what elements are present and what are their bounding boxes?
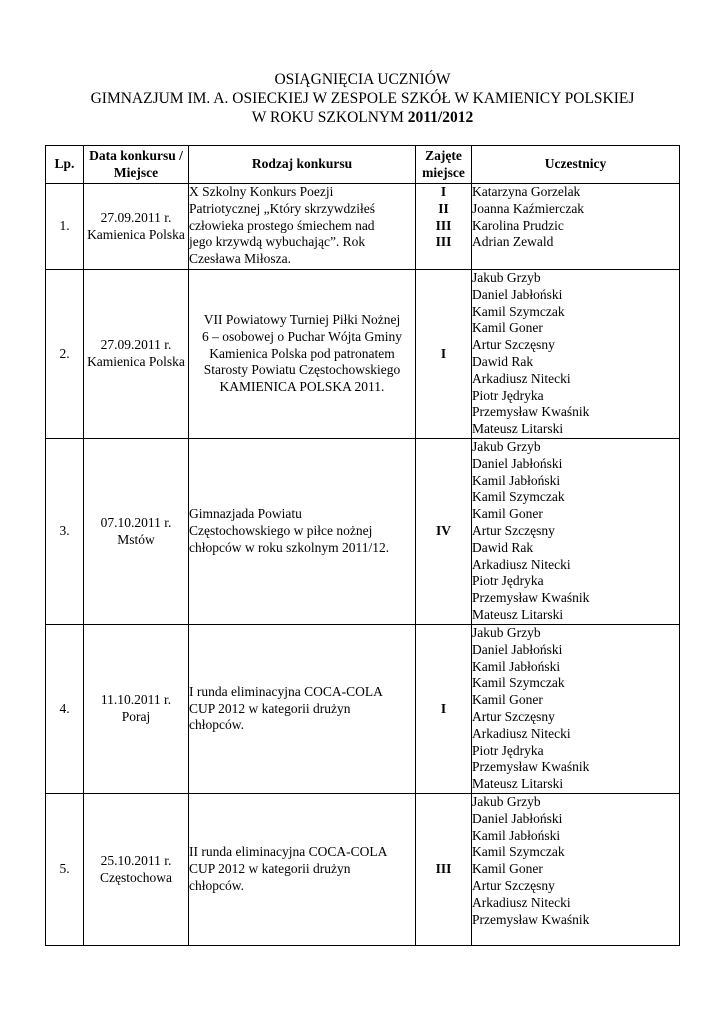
place-value: III — [435, 861, 452, 877]
place-value: II — [438, 200, 449, 216]
col-header-place — [416, 146, 472, 184]
contest-location: Poraj — [121, 709, 151, 724]
participants-list — [472, 625, 680, 794]
table-row — [46, 794, 680, 946]
contest-type-line: II runda eliminacyjna COCA-COLA — [189, 844, 388, 860]
place-value: III — [435, 217, 452, 233]
contest-location: Kamienica Polska — [87, 354, 185, 369]
contest-date-location — [84, 794, 189, 946]
col-header-lp: Lp. — [46, 146, 84, 184]
participant-name: Kamil Goner — [472, 861, 543, 877]
participant-name: Kamil Goner — [472, 506, 543, 522]
contest-date: 11.10.2011 r. — [100, 692, 172, 708]
school-year-value: 2011/2012 — [407, 109, 474, 126]
participant-name: Daniel Jabłoński — [472, 641, 563, 657]
participant-name: Kamil Jabłoński — [472, 472, 561, 488]
place-taken — [416, 439, 472, 625]
contest-type-line: chłopców. — [189, 717, 244, 733]
row-number: 1. — [46, 184, 84, 270]
participant-name: Piotr Jędryka — [472, 387, 544, 403]
col-header-place-line2: miejsce — [422, 164, 465, 180]
table-row — [46, 270, 680, 439]
place-taken — [416, 794, 472, 946]
participant-name: Mateusz Litarski — [472, 776, 564, 792]
col-header-kind: Rodzaj konkursu — [189, 146, 416, 184]
table-header-row — [46, 146, 680, 184]
col-header-date-line2: Miejsce — [113, 164, 159, 180]
place-taken — [416, 625, 472, 794]
participant-name: Katarzyna Gorzelak — [472, 184, 581, 199]
participant-name: Artur Szczęsny — [472, 877, 555, 893]
contest-date: 07.10.2011 r. — [100, 514, 172, 530]
col-header-place-line1: Zajęte — [425, 147, 462, 163]
contest-type-line: 6 – osobowej o Puchar Wójta Gminy — [202, 328, 402, 344]
participant-name: Kamil Jabłoński — [472, 658, 561, 674]
participants-list — [472, 794, 680, 946]
contest-type-line: Starosty Powiatu Częstochowskiego — [203, 362, 401, 378]
contest-type-line: Kamienica Polska pod patronatem — [209, 345, 395, 361]
participant-name: Kamil Goner — [472, 320, 543, 336]
participant-name: Arkadiusz Nitecki — [472, 725, 571, 741]
school-name: GIMNAZJUM IM. A. OSIECKIEJ W ZESPOLE SZKÓŁ W KAMIENICY POLSKIEJ — [90, 90, 635, 107]
participants-list — [472, 184, 680, 270]
participant-name: Przemysław Kwaśnik — [472, 911, 590, 927]
participant-name: Kamil Szymczak — [472, 675, 565, 691]
school-year-prefix: W ROKU SZKOLNYM — [251, 109, 408, 126]
document-title: OSIĄGNIĘCIA UCZNIÓW — [274, 71, 451, 88]
contest-type-line: KAMIENICA POLSKA 2011. — [219, 379, 385, 395]
contest-type-line: CUP 2012 w kategorii drużyn — [189, 700, 351, 716]
participant-name: Adrian Zewald — [472, 234, 554, 250]
table-row — [46, 625, 680, 794]
contest-type — [189, 794, 416, 946]
contest-date-location — [84, 625, 189, 794]
contest-type-line: jego krzywdą wybuchając”. Rok — [189, 234, 366, 250]
row-number: 2. — [46, 270, 84, 439]
participant-name: Arkadiusz Nitecki — [472, 556, 571, 572]
participant-name: Kamil Szymczak — [472, 303, 565, 319]
participant-name: Arkadiusz Nitecki — [472, 370, 571, 386]
participant-name: Kamil Jabłoński — [472, 827, 561, 843]
contest-location: Kamienica Polska — [87, 226, 185, 242]
participant-name: Przemysław Kwaśnik — [472, 590, 590, 606]
table-row — [46, 184, 680, 270]
participant-name: Jakub Grzyb — [472, 794, 541, 809]
place-value: I — [440, 184, 447, 199]
place-taken — [416, 184, 472, 270]
col-header-participants: Uczestnicy — [472, 146, 680, 184]
school-year — [0, 108, 725, 127]
participant-name: Jakub Grzyb — [472, 270, 541, 285]
row-number: 3. — [46, 439, 84, 625]
participant-name: Daniel Jabłoński — [472, 455, 563, 471]
contest-type-line: Gimnazjada Powiatu — [189, 506, 302, 522]
place-value: I — [440, 700, 447, 716]
contest-type — [189, 270, 416, 439]
contest-date: 25.10.2011 r. — [100, 852, 172, 868]
table-row — [46, 439, 680, 625]
participant-name: Artur Szczęsny — [472, 522, 555, 538]
participant-name: Jakub Grzyb — [472, 625, 541, 640]
participant-name: Przemysław Kwaśnik — [472, 404, 590, 420]
place-value: III — [435, 234, 452, 250]
participant-name: Artur Szczęsny — [472, 337, 555, 353]
participant-name: Kamil Szymczak — [472, 844, 565, 860]
contest-date-location — [84, 184, 189, 270]
participant-name: Kamil Goner — [472, 692, 543, 708]
contest-date-location — [84, 270, 189, 439]
contest-type — [189, 625, 416, 794]
participant-name: Dawid Rak — [472, 539, 534, 555]
participant-name: Kamil Szymczak — [472, 489, 565, 505]
contest-type-line: I runda eliminacyjna COCA-COLA — [189, 683, 383, 699]
contest-type-line: VII Powiatowy Turniej Piłki Nożnej — [203, 312, 401, 327]
participant-name: Arkadiusz Nitecki — [472, 894, 571, 910]
participant-name: Piotr Jędryka — [472, 742, 544, 758]
contest-date: 27.09.2011 r. — [100, 209, 172, 225]
contest-type-line: X Szkolny Konkurs Poezji — [189, 184, 334, 199]
participant-name: Przemysław Kwaśnik — [472, 759, 590, 775]
participants-list — [472, 270, 680, 439]
place-value: IV — [435, 523, 451, 539]
row-number: 5. — [46, 794, 84, 946]
contest-type-line: Czesława Miłosza. — [189, 251, 291, 267]
contest-type — [189, 184, 416, 270]
contest-type-line: chłopców w roku szkolnym 2011/12. — [189, 539, 390, 555]
contest-location: Mstów — [117, 531, 155, 547]
achievements-table — [45, 145, 680, 946]
contest-type-line: chłopców. — [189, 877, 244, 893]
participant-name: Jakub Grzyb — [472, 439, 541, 454]
contest-date: 27.09.2011 r. — [100, 337, 172, 353]
participant-name: Dawid Rak — [472, 353, 534, 369]
contest-type-line: człowieka prostego śmiechem nad — [189, 217, 375, 233]
place-value: I — [440, 345, 447, 361]
participant-name: Karolina Prudzic — [472, 217, 564, 233]
place-taken — [416, 270, 472, 439]
col-header-date-line1: Data konkursu / — [89, 147, 183, 163]
contest-type — [189, 439, 416, 625]
contest-date-location — [84, 439, 189, 625]
contest-type-line: CUP 2012 w kategorii drużyn — [189, 861, 351, 877]
participant-name: Mateusz Litarski — [472, 606, 564, 622]
contest-type-line: Częstochowskiego w piłce nożnej — [189, 523, 373, 539]
participant-name: Mateusz Litarski — [472, 421, 564, 437]
contest-type-line: Patriotycznej „Który skrzywdziłeś — [189, 200, 375, 216]
participants-list — [472, 439, 680, 625]
participant-name: Piotr Jędryka — [472, 573, 544, 589]
participant-name: Daniel Jabłoński — [472, 286, 563, 302]
contest-location: Częstochowa — [100, 869, 172, 885]
participant-name: Artur Szczęsny — [472, 708, 555, 724]
participant-name: Daniel Jabłoński — [472, 810, 563, 826]
row-number: 4. — [46, 625, 84, 794]
col-header-date — [84, 146, 189, 184]
participant-name: Joanna Kaźmierczak — [472, 200, 585, 216]
